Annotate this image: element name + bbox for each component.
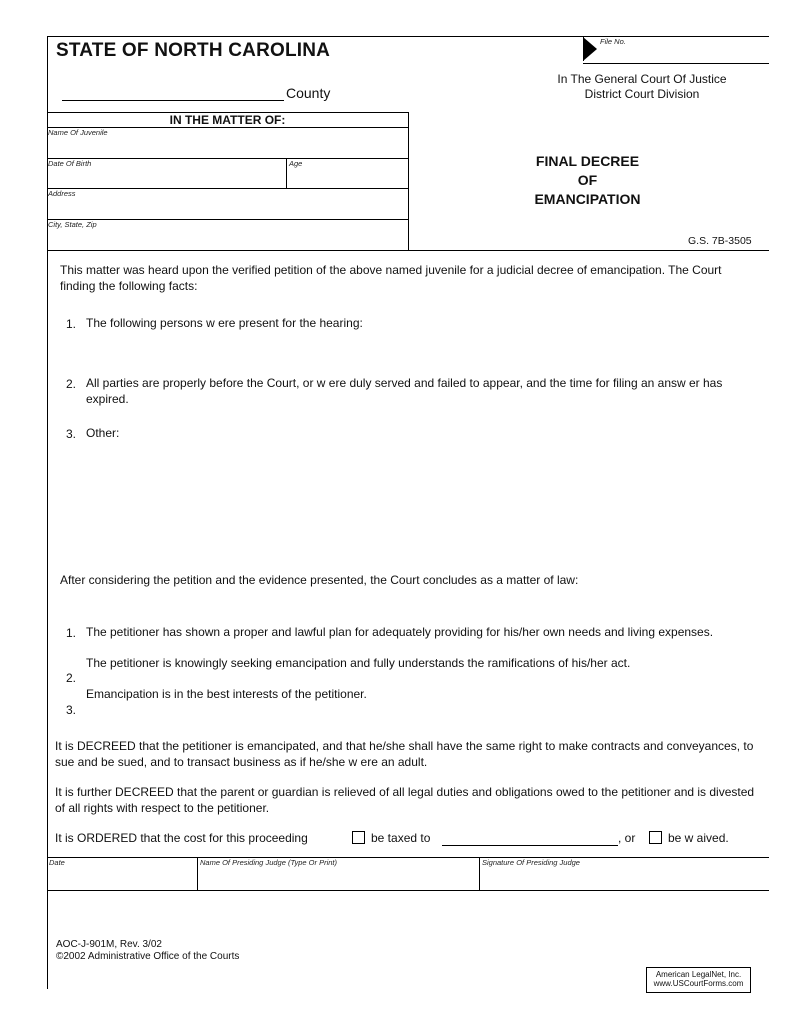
form-id: AOC-J-901M, Rev. 3/02 — [56, 939, 162, 950]
file-no-left-line — [583, 37, 584, 61]
county-line — [62, 100, 284, 101]
address-input[interactable] — [50, 200, 408, 217]
judge-signature-label: Signature Of Presiding Judge — [482, 858, 580, 867]
file-no-arrow-icon — [583, 37, 597, 61]
conclusions-intro: After considering the petition and the evidence presented, the Court concludes as a matter of law: — [60, 573, 579, 587]
finding-2-number: 2. — [66, 377, 77, 391]
conclusion-2-number: 2. — [66, 671, 77, 685]
decree-title-line2: OF — [577, 172, 598, 188]
waived-label: be w aived. — [668, 831, 729, 845]
date-input[interactable] — [50, 869, 197, 887]
file-no-input[interactable] — [600, 47, 769, 61]
name-label: Name Of Juvenile — [48, 128, 108, 137]
signature-bottom-line — [47, 890, 769, 891]
age-label: Age — [289, 159, 303, 168]
dob-label: Date Of Birth — [48, 159, 92, 168]
conclusion-1-text: The petitioner has shown a proper and lawful plan for adequately providing for his/her own needs and living expenses. — [86, 625, 714, 639]
taxed-to-input[interactable] — [442, 829, 618, 844]
address-bottom-line — [47, 219, 408, 220]
file-no-bottom-line — [583, 63, 769, 64]
dob-age-divider — [286, 158, 287, 188]
decree-title-line3: EMANCIPATION — [534, 191, 641, 207]
decreed-paragraph-1: It is DECREED that the petitioner is emancipated, and that he/she shall have the same right to make contracts and conveyances, to sue and be sued, and to transact business as if he/she w ere an adult. — [55, 739, 754, 769]
finding-3-text: Other: — [86, 426, 120, 440]
cost-order-text: It is ORDERED that the cost for this proceeding — [55, 831, 308, 845]
decreed-paragraph-2: It is further DECREED that the parent or guardian is relieved of all legal duties and obligations owed to the petitioner and is divested of all rights with respect to the petitioner. — [55, 785, 755, 815]
taxed-checkbox[interactable] — [352, 831, 365, 844]
court-line1: In The General Court Of Justice — [557, 72, 727, 86]
name-bottom-line — [47, 158, 408, 159]
conclusion-3-text: Emancipation is in the best interests of the petitioner. — [86, 687, 367, 701]
state-title: STATE OF NORTH CAROLINA — [56, 40, 331, 61]
findings-intro: This matter was heard upon the verified petition of the above named juvenile for a judicial decree of emancipation. The Court finding the following facts: — [60, 263, 722, 293]
matter-right-line — [408, 112, 409, 250]
or-label: , or — [618, 831, 636, 845]
finding-2-text: All parties are properly before the Court, or w ere duly served and failed to appear, and the time for filing an answ er has expired. — [86, 376, 723, 406]
file-no-label: File No. — [600, 37, 626, 46]
vendor-line2: www.USCourtForms.com — [653, 979, 744, 988]
conclusion-1-number: 1. — [66, 626, 77, 640]
decree-title-line1: FINAL DECREE — [535, 153, 640, 169]
city-input[interactable] — [50, 231, 408, 248]
county-input[interactable] — [62, 84, 286, 100]
signature-top-line — [47, 857, 769, 858]
date-label: Date — [49, 858, 65, 867]
taxed-label: be taxed to — [371, 831, 431, 845]
conclusion-2-text: The petitioner is knowingly seeking emancipation and fully understands the ramifications of his/her act. — [86, 656, 631, 670]
statute-reference: G.S. 7B-3505 — [688, 235, 752, 247]
judge-signature-input[interactable] — [482, 869, 769, 887]
judge-name-label: Name Of Presiding Judge (Type Or Print) — [200, 858, 337, 867]
dob-bottom-line — [47, 188, 408, 189]
dob-input[interactable] — [50, 170, 286, 187]
taxed-to-line — [442, 845, 618, 846]
address-label: Address — [48, 189, 76, 198]
signature-divider-2 — [479, 857, 480, 890]
city-label: City, State, Zip — [48, 220, 97, 229]
vendor-line1: American LegalNet, Inc. — [655, 970, 742, 979]
matter-heading: IN THE MATTER OF: — [169, 113, 286, 127]
conclusion-3-number: 3. — [66, 703, 77, 717]
top-border — [47, 36, 769, 37]
header-bottom-line — [47, 250, 769, 251]
county-label: County — [286, 85, 331, 101]
finding-3-number: 3. — [66, 427, 77, 441]
finding-1-number: 1. — [66, 317, 77, 331]
judge-name-input[interactable] — [200, 869, 479, 887]
vendor-box — [646, 967, 751, 993]
juvenile-name-input[interactable] — [50, 139, 408, 156]
age-input[interactable] — [289, 170, 408, 187]
signature-divider-1 — [197, 857, 198, 890]
waived-checkbox[interactable] — [649, 831, 662, 844]
copyright: ©2002 Administrative Office of the Courts — [56, 951, 240, 962]
court-line2: District Court Division — [584, 87, 700, 101]
finding-1-text: The following persons w ere present for the hearing: — [86, 316, 363, 330]
left-border — [47, 36, 48, 989]
